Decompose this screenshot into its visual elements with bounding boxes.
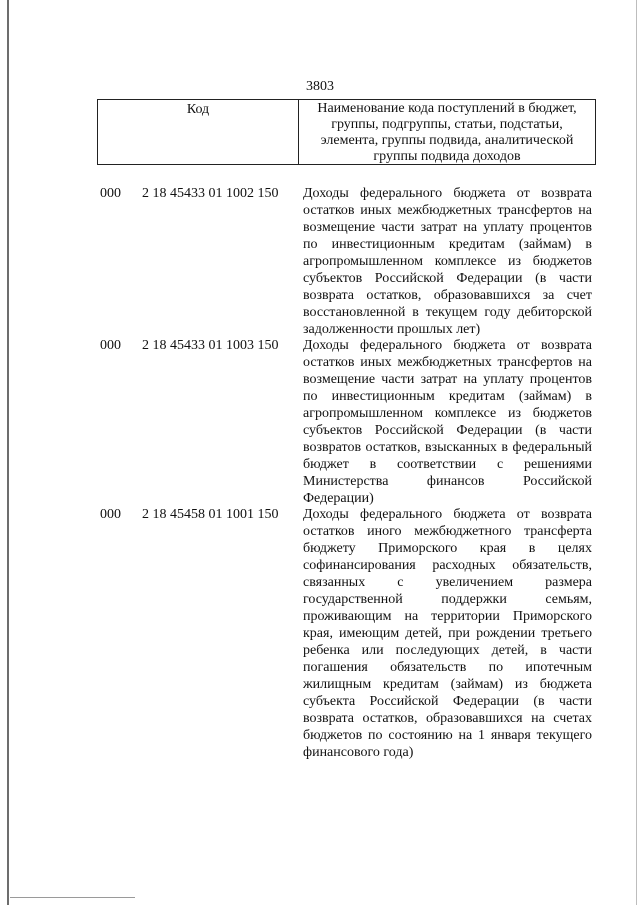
income-code: 2 18 45458 01 1001 150 — [142, 507, 279, 522]
table-header — [97, 99, 596, 165]
income-code: 2 18 45433 01 1002 150 — [142, 186, 279, 201]
scan-border-left — [7, 0, 9, 905]
admin-code: 000 — [100, 186, 121, 201]
scan-border-bottom — [10, 897, 135, 898]
page-number: 3803 — [306, 79, 334, 94]
scan-border-right — [636, 0, 637, 905]
admin-code: 000 — [100, 338, 121, 353]
header-code-column: Код — [98, 100, 299, 164]
income-description: Доходы федерального бюджета от возврата остатков иных межбюджетных трансфертов на возмещение части затрат на уплату процентов по инвестиционным кредитам (займам) в агропромышленном комплексе из бюджетов субъектов Российской Федерации (в части возвратов остатков, взысканных в федеральный бюджет в соответствии с решениями Министерства финансов Российской Федерации) — [303, 338, 592, 506]
admin-code: 000 — [100, 507, 121, 522]
income-description: Доходы федерального бюджета от возврата остатков иного межбюджетного трансферта бюджету Приморского края в целях софинансирования расходных обязательств, связанных с увеличением размера государственной поддержки семьям, проживающим на территории Приморского края, имеющим детей, при рождении третьего ребенка или последующих детей, в части погашения обязательств по ипотечным жилищным кредитам (займам) из бюджета субъекта Российской Федерации (в части возврата остатков, образовавшихся на счетах бюджетов по состоянию на 1 января текущего финансового года) — [303, 507, 592, 760]
income-description: Доходы федерального бюджета от возврата остатков иных межбюджетных трансфертов на возмещение части затрат на уплату процентов по инвестиционным кредитам (займам) в агропромышленном комплексе из бюджетов субъектов Российской Федерации (в части возврата остатков, образовавшихся за счет восстановленной в текущем году дебиторской задолженности прошлых лет) — [303, 186, 592, 337]
income-code: 2 18 45433 01 1003 150 — [142, 338, 279, 353]
header-name-column: Наименование кода поступлений в бюджет, группы, подгруппы, статьи, подстатьи, элемента, группы подвида, аналитической группы подвида доходов — [317, 101, 577, 164]
